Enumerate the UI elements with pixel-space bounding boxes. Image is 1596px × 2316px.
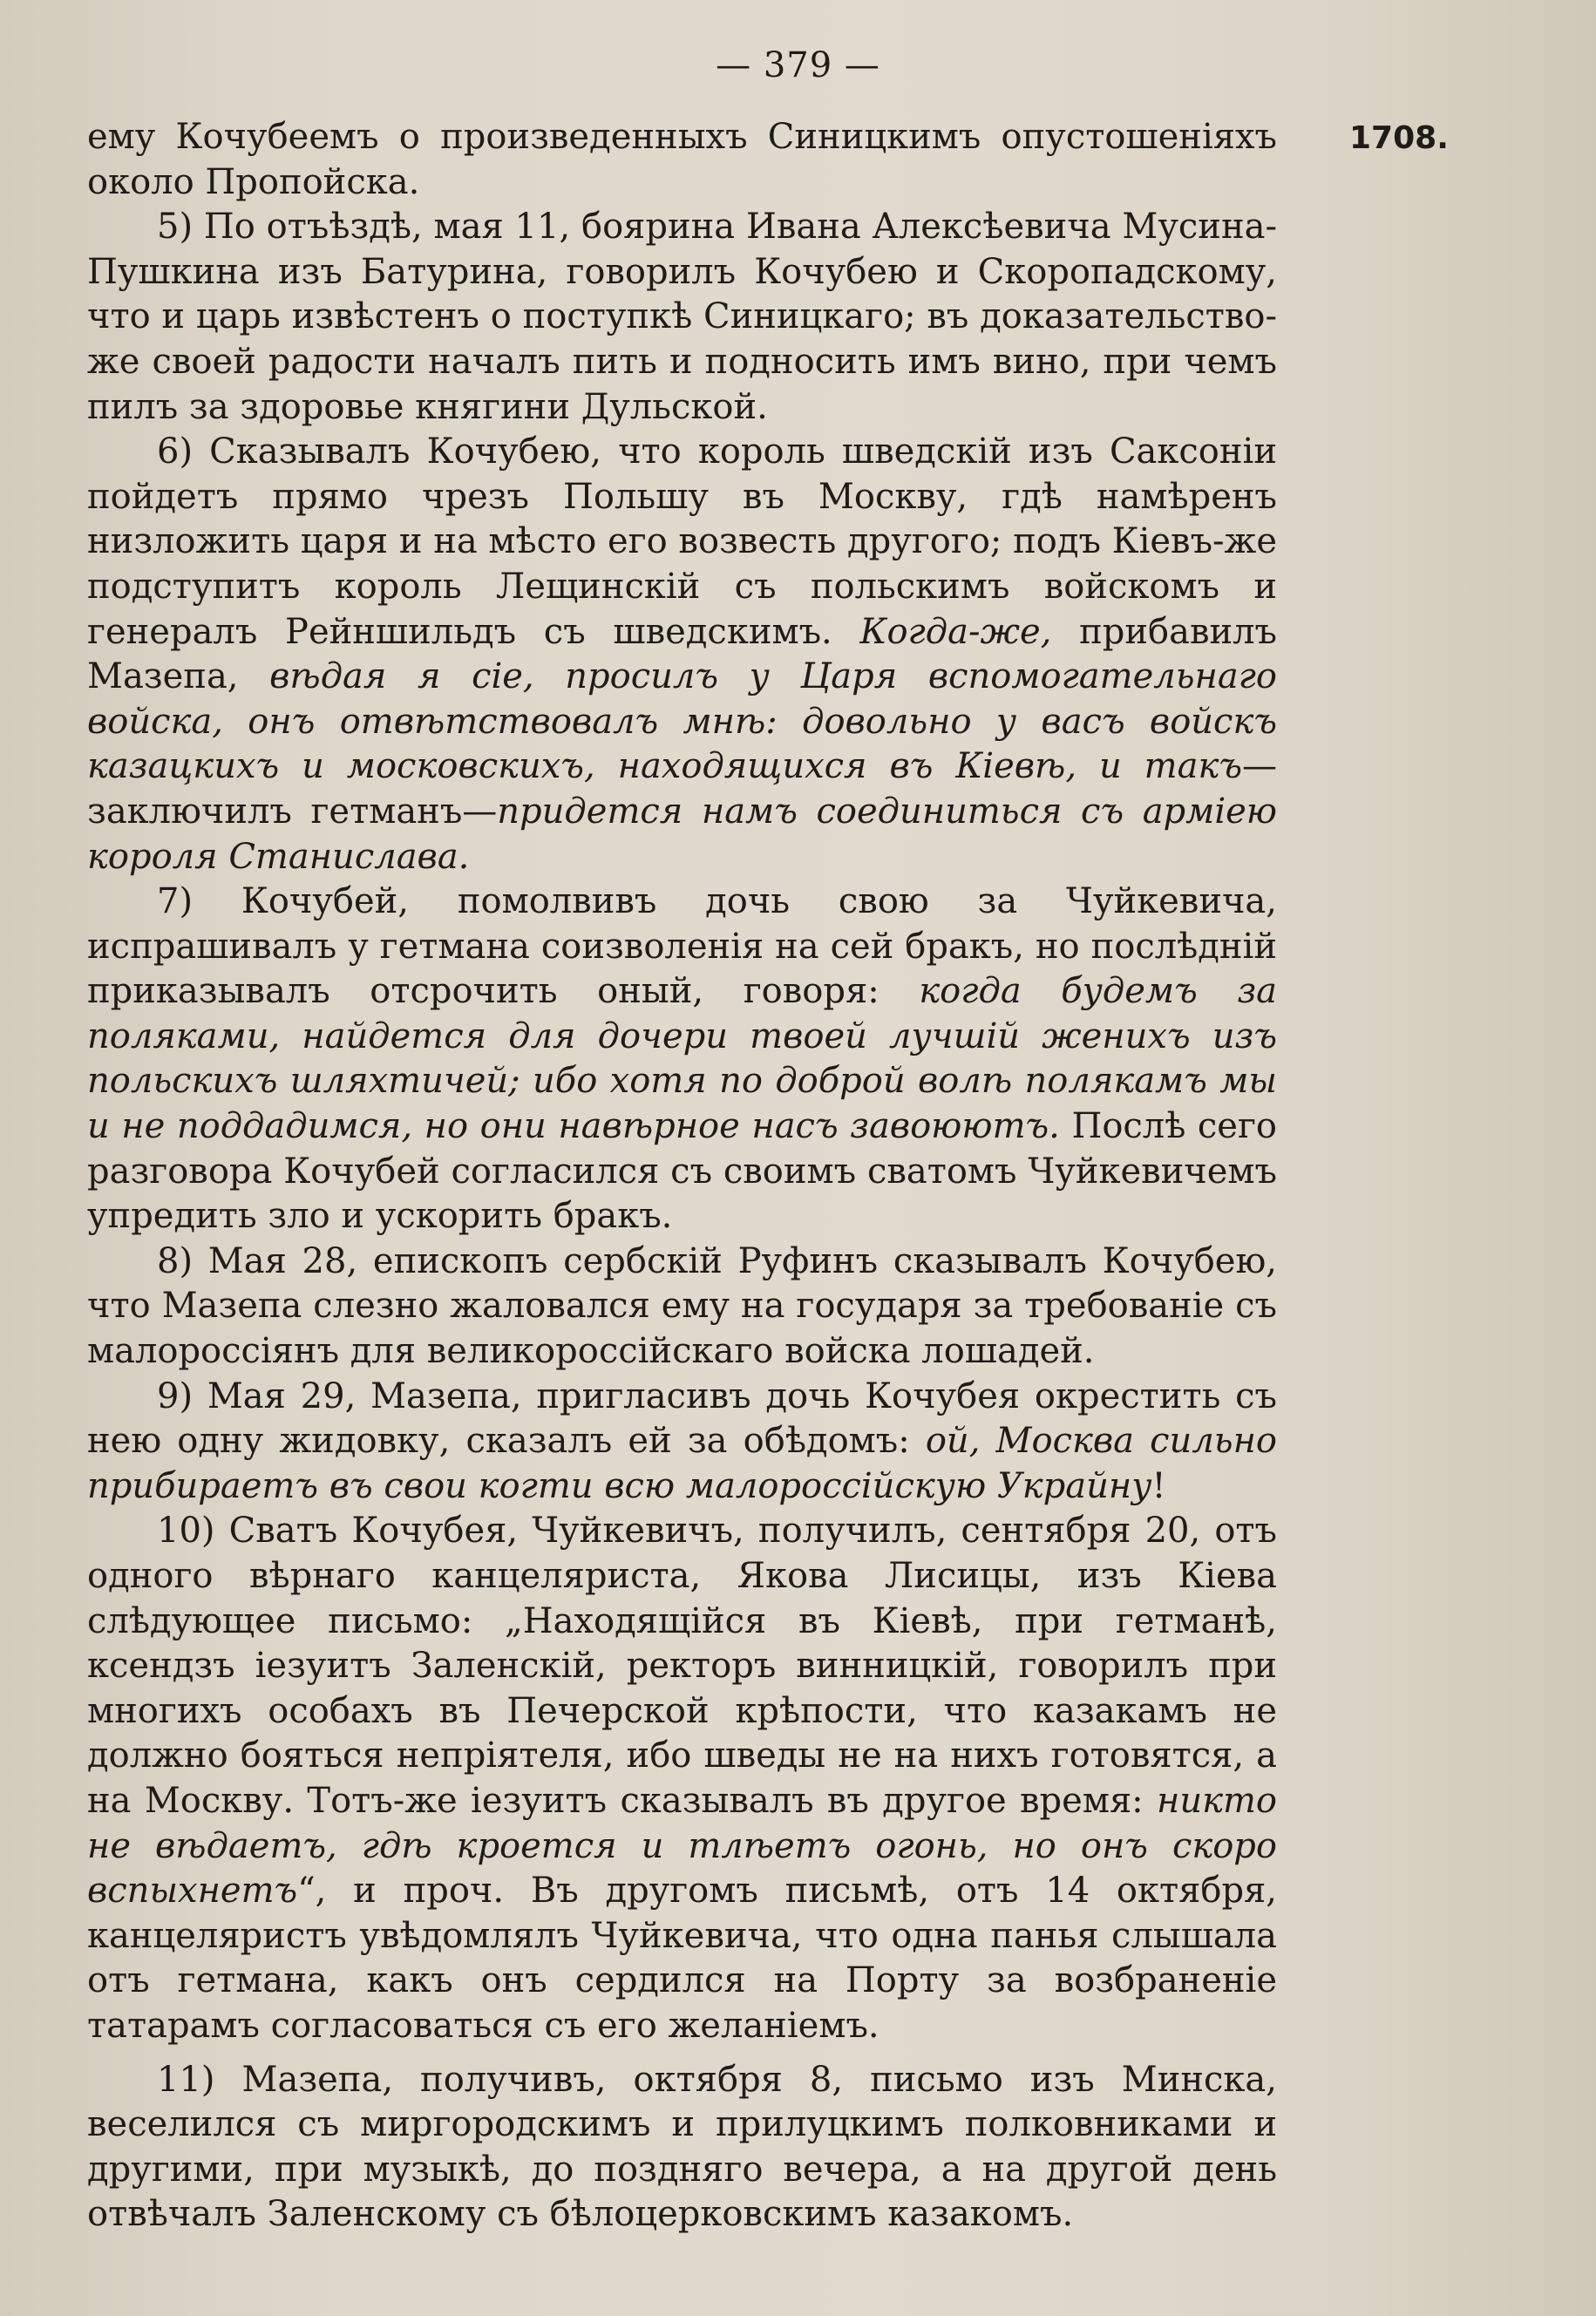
paragraph-item-7 [87, 880, 1277, 1240]
paragraph-item-10 [87, 1509, 1277, 2048]
paragraph-continuation [87, 115, 1277, 205]
body-text [87, 115, 1277, 2238]
paragraph-text: 10) Сватъ Кочубея, Чуйкевичъ, получилъ, сентября 20, отъ одного вѣрнаго канцеляриста, Якова Лисицы, изъ Кіева слѣдующее письмо: „Находящійся въ Кіевѣ, при гетманѣ, ксендзъ іезуитъ Заленскій, ректоръ винницкій, говорилъ при многихъ особахъ въ Печерской крѣпости, что казакамъ не должно бояться непріятеля, ибо шведы не на нихъ готовятся, а на Москву. Тотъ-же іезуитъ сказывалъ въ другое время: [87, 1511, 1277, 1821]
paragraph-text: 7) Кочубей, помолвивъ дочь свою за Чуйкевича, испрашивалъ у гетмана соизволенія на сей бракъ, но послѣдній приказывалъ отсрочить оный, говоря: [87, 881, 1277, 1012]
paragraph-text: 6) Сказывалъ Кочубею, что король шведскій изъ Саксоніи пойдетъ прямо чрезъ Польшу въ Москву, гдѣ намѣренъ низложить царя и на мѣсто его возвесть другого; подъ Кіевъ-же подступитъ король Лещинскій съ польскимъ войскомъ и генералъ Рейншильдъ съ шведскимъ. [87, 431, 1277, 652]
paragraph-item-8 [87, 1240, 1277, 1375]
paragraph-text: 8) Мая 28, епископъ сербскій Руфинъ сказывалъ Кочубею, что Мазепа слезно жаловался ему на государя за требованіе съ малороссіянъ для великороссійскаго войска лошадей. [87, 1240, 1277, 1372]
paragraph-item-5 [87, 205, 1277, 430]
paragraph-item-6 [87, 430, 1277, 880]
quoted-speech: когда будемъ за поляками, найдется для дочери твоей лучшій женихъ изъ польскихъ шляхтичей; ибо хотя по доброй волѣ полякамъ мы и не поддадимся, но они навѣрное насъ завоюютъ. [87, 971, 1277, 1147]
paragraph-text: 11) Мазепа, получивъ, октября 8, письмо изъ Минска, веселился съ миргородскимъ и прилуцкимъ полковниками и другими, при музыкѣ, до поздняго вечера, а на другой день отвѣчалъ Заленскому съ бѣлоцерковскимъ казакомъ. [87, 2059, 1277, 2235]
paragraph-text: —заключилъ гетманъ— [87, 746, 1277, 832]
paragraph-text: 9) Мая 29, Мазепа, пригласивъ дочь Кочубея окрестить съ нею одну жидовку, сказалъ ей за обѣдомъ: [87, 1375, 1277, 1462]
paragraph-text: Послѣ сего разговора Кочубей согласился съ своимъ сватомъ Чуйкевичемъ упредить зло и ускорить бракъ. [87, 1106, 1277, 1237]
paragraph-text: прибавилъ Мазепа, [87, 611, 1277, 697]
quoted-speech: вѣдая я сіе, просилъ у Царя вспомогательнаго войска, онъ отвѣтствовалъ мнѣ: довольно у васъ войскъ казацкихъ и московскихъ, находящихся въ Кіевѣ, и такъ [87, 656, 1277, 787]
quoted-speech: никто не вѣдаетъ, гдѣ кроется и тлѣетъ огонь, но онъ скоро вспыхнетъ [87, 1780, 1277, 1912]
margin-year-note: 1708. [1349, 120, 1449, 156]
quoted-speech: ой, Москва сильно прибираетъ въ свои когти всю малороссійскую Украйну [87, 1421, 1277, 1506]
quoted-speech: придется намъ соединиться съ арміею короля Станислава. [87, 791, 1278, 877]
page-number: — 379 — [716, 45, 880, 85]
paragraph-text: ! [1151, 1465, 1166, 1506]
paragraph-text: “, и проч. Въ другомъ письмѣ, отъ 14 октября, канцеляристъ увѣдомлялъ Чуйкевича, что одна панья слышала отъ гетмана, какъ онъ сердился на Порту за возбраненіе татарамъ согласоваться съ его желаніемъ. [87, 1871, 1277, 2046]
paragraph-item-11 [87, 2058, 1277, 2238]
paragraph-text: 5) По отъѣздѣ, мая 11, боярина Ивана Алексѣевича Мусина-Пушкина изъ Батурина, говорилъ Кочубею и Скоропадскому, что и царь извѣстенъ о поступкѣ Синицкаго; въ доказательство-же своей радости началъ пить и подносить имъ вино, при чемъ пилъ за здоровье княгини Дульской. [87, 207, 1277, 427]
paragraph-text: ему Кочубеемъ о произведенныхъ Синицкимъ опустошеніяхъ около Пропойска. [87, 117, 1277, 202]
quoted-speech: Когда-же, [859, 611, 1052, 652]
paragraph-item-9 [87, 1375, 1277, 1510]
